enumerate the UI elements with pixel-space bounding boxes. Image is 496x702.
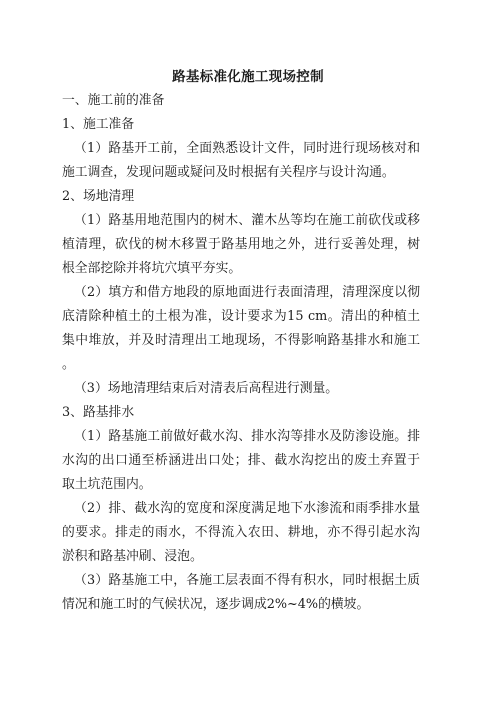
paragraph-surface-cleaning: （2）填方和借方地段的原地面进行表面清理，清理深度以彻底清除种植土的土根为准，设计要求为15 cm。清出的种植土集中堆放，并及时清理出工地现场，不得影响路基排水和施工。 [62,285,420,372]
subsection-heading-site-clearing: 2、场地清理 [62,189,135,204]
document-body [62,89,420,617]
paragraph-cross-slope: （3）路基施工中，各施工层表面不得有积水，同时根据土质情况和施工时的气候状况，逐步调成2%~4%的横坡。 [62,573,420,612]
paragraph-tree-removal: （1）路基用地范围内的树木、灌木丛等均在施工前砍伐或移植清理，砍伐的树木移置于路基用地之外，进行妥善处理，树根全部挖除并将坑穴填平夯实。 [62,213,420,276]
paragraph-elevation-survey: （3）场地清理结束后对清表后高程进行测量。 [74,381,339,396]
document-title: 路基标准化施工现场控制 [172,69,324,85]
section-heading-preparation: 一、施工前的准备 [62,93,165,108]
paragraph-design-review: （1）路基开工前，全面熟悉设计文件，同时进行现场核对和施工调查，发现问题或疑问及时根据有关程序与设计沟通。 [62,141,420,180]
subsection-heading-drainage: 3、路基排水 [62,405,135,420]
paragraph-drainage-facilities: （1）路基施工前做好截水沟、排水沟等排水及防渗设施。排水沟的出口通至桥涵进出口处；排、截水沟挖出的废土弃置于取土坑范围内。 [62,429,420,492]
subsection-heading-construction-prep: 1、施工准备 [62,117,135,132]
paragraph-ditch-dimensions: （2）排、截水沟的宽度和深度满足地下水渗流和雨季排水量的要求。排走的雨水，不得流入农田、耕地，亦不得引起水沟淤积和路基冲刷、浸泡。 [62,501,420,564]
